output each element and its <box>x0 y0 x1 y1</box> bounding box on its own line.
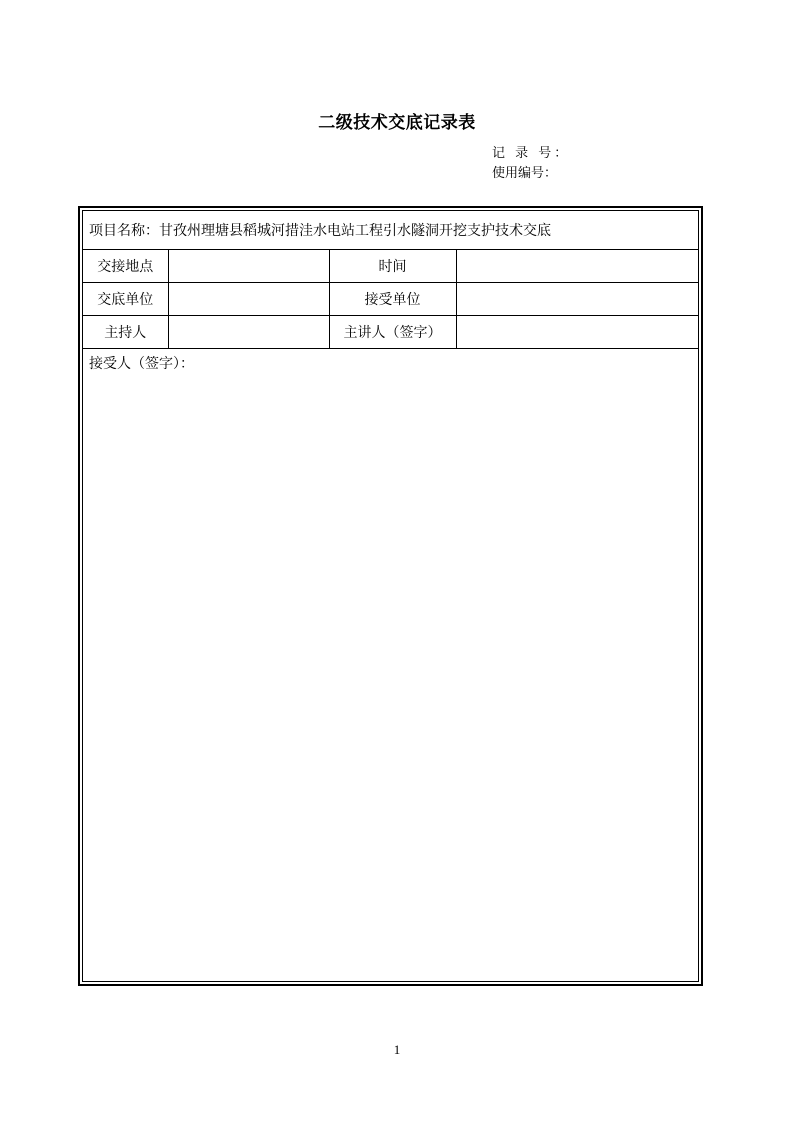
usage-number-label: 使用编号： <box>492 166 558 181</box>
project-row <box>83 211 698 249</box>
receiving-unit-field[interactable] <box>456 282 698 315</box>
record-form-inner <box>82 210 699 982</box>
handover-location-field[interactable] <box>168 249 329 282</box>
project-name: 项目名称：甘孜州理塘县稻城河措洼水电站工程引水隧洞开挖支护技术交底 <box>83 211 698 249</box>
handover-location-label: 交接地点 <box>83 249 168 282</box>
host-label: 主持人 <box>83 315 168 348</box>
time-label: 时间 <box>329 249 456 282</box>
speaker-signature-field[interactable] <box>456 315 698 348</box>
speaker-signature-label: 主讲人（签字） <box>329 315 456 348</box>
host-field[interactable] <box>168 315 329 348</box>
page-number: 1 <box>393 1042 401 1057</box>
receiving-unit-label: 接受单位 <box>329 282 456 315</box>
form-grid <box>83 211 698 349</box>
record-number-label: 记 录 号： <box>492 146 571 161</box>
table-row <box>83 282 698 315</box>
time-field[interactable] <box>456 249 698 282</box>
table-row <box>83 315 698 348</box>
record-form <box>78 206 703 986</box>
receiver-signature-area[interactable] <box>83 349 698 377</box>
briefing-unit-label: 交底单位 <box>83 282 168 315</box>
page-title: 二级技术交底记录表 <box>318 113 476 133</box>
table-row <box>83 249 698 282</box>
receiver-signature-label: 接受人（签字）： <box>89 355 194 372</box>
briefing-unit-field[interactable] <box>168 282 329 315</box>
